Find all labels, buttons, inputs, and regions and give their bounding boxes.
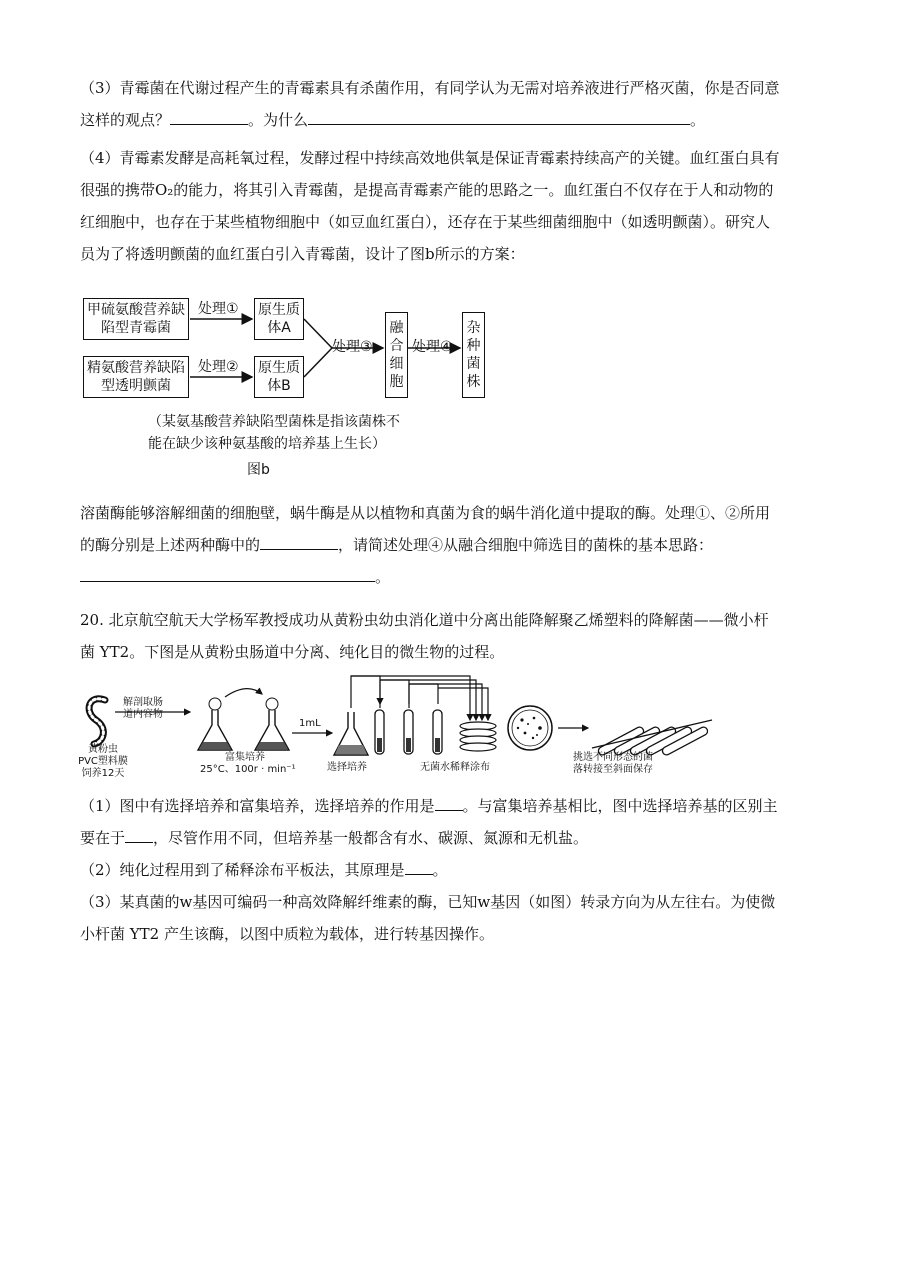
- hybrid-char-2: 种: [466, 338, 481, 354]
- q20-sub2-line: [80, 854, 820, 886]
- box-protoplast-b: 原生质体B: [254, 356, 304, 398]
- label-selection-culture: 选择培养: [327, 762, 367, 773]
- q20-answer-blank-3[interactable]: [405, 856, 433, 875]
- figure-b-note-line1: （某氨基酸营养缺陷型菌株是指该菌株不: [148, 414, 400, 430]
- hybrid-char-1: 杂: [466, 320, 481, 336]
- label-enrichment-line1: 富集培养: [225, 752, 265, 763]
- q20-sub1d: ，尽管作用不同，但培养基一般都含有水、碳源、氮源和无机盐。: [153, 829, 589, 847]
- petri-plates-stack-icon: [460, 722, 496, 751]
- enrichment-flask-1-icon: [198, 698, 232, 750]
- mealworm-icon: [89, 699, 105, 744]
- label-mealworm-line3: 饲养12天: [81, 768, 125, 779]
- q4-line1: （4）青霉素发酵是高耗氧过程，发酵过程中持续高效地供氧是保证青霉素持续高产的关键。血红蛋白具有: [80, 149, 780, 167]
- q20-line1: 20. 北京航空航天大学杨军教授成功从黄粉虫幼虫消化道中分离出能降解聚乙烯塑料的降解菌——微小杆: [80, 611, 769, 629]
- q4-after-line3-end: 。: [375, 568, 391, 586]
- box-protoplast-a: 原生质体A: [254, 298, 304, 340]
- label-process-4: 处理④: [412, 339, 453, 355]
- label-process-3: 处理③: [332, 339, 373, 355]
- colony-plate-icon: [508, 706, 552, 750]
- label-extract-gut-line2: 道内容物: [123, 709, 163, 720]
- q20-sub1-line1: [80, 790, 820, 822]
- q20-sub2a: （2）纯化过程用到了稀释涂布平板法，其原理是: [80, 861, 405, 879]
- q4-line3: 红细胞中，也存在于某些植物细胞中（如豆血红蛋白），还存在于某些细菌细胞中（如透明颤菌）。研究人: [80, 213, 771, 231]
- label-dilution-plating: 无菌水稀释涂布: [420, 762, 490, 773]
- box-methionine-penicillium: 甲硫氨酸营养缺陷型青霉菌: [83, 298, 189, 340]
- fused-char-1: 融: [389, 320, 404, 336]
- label-1ml: 1mL: [299, 718, 321, 729]
- label-mealworm-line1: 黄粉虫: [88, 744, 118, 755]
- q3-line2b: 。为什么: [248, 111, 309, 129]
- hybrid-char-4: 株: [466, 374, 481, 390]
- slant-tubes-icon: [592, 720, 712, 756]
- q3-line2a: 这样的观点？: [80, 111, 171, 129]
- q4-line4: 员为了将透明颤菌的血红蛋白引入青霉菌，设计了图b所示的方案：: [80, 245, 525, 263]
- label-pick-colonies-line2: 落转接至斜面保存: [573, 764, 653, 775]
- q20-answer-blank-1[interactable]: [435, 792, 463, 811]
- q20-sub1b: 。与富集培养基相比，图中选择培养基的区别主: [462, 797, 778, 815]
- figure-b-caption: 图b: [247, 462, 270, 478]
- q4-after-line2a: 的酶分别是上述两种酶中的: [80, 536, 261, 554]
- label-mealworm: [78, 744, 128, 780]
- q20-sub1a: （1）图中有选择培养和富集培养，选择培养的作用是: [80, 797, 435, 815]
- selection-flask-icon: [334, 712, 368, 755]
- q20-sub2b: 。: [432, 861, 448, 879]
- label-pick-colonies: [573, 752, 653, 776]
- q3-line1: （3）青霉菌在代谢过程产生的青霉素具有杀菌作用，有同学认为无需对培养液进行严格灭菌，你是否同意: [80, 79, 780, 97]
- q20-sub1c: 要在于: [80, 829, 126, 847]
- fused-char-4: 胞: [389, 374, 404, 390]
- hybrid-char-3: 菌: [466, 356, 481, 372]
- label-extract-gut-line1: 解剖取肠: [123, 697, 163, 708]
- q20-sub1-line2: [80, 822, 820, 854]
- q3-line2c: 。: [690, 111, 706, 129]
- label-process-2: 处理②: [198, 359, 239, 375]
- fused-char-3: 细: [389, 356, 404, 372]
- q4-after-line1: 溶菌酶能够溶解细菌的细胞壁，蜗牛酶是从以植物和真菌为食的蜗牛消化道中提取的酶。处理①、②所用: [80, 504, 771, 522]
- q4-line2: 很强的携带O₂的能力，将其引入青霉菌，是提高青霉素产能的思路之一。血红蛋白不仅存在于人和动物的: [80, 181, 774, 199]
- box-arginine-vitreoscilla: 精氨酸营养缺陷型透明颤菌: [83, 356, 189, 398]
- q20-sub3-line1: （3）某真菌的w基因可编码一种高效降解纤维素的酶，已知w基因（如图）转录方向为从左往右。为使微: [80, 893, 776, 911]
- fused-char-2: 合: [389, 338, 404, 354]
- q20-sub3-line2: 小杆菌 YT2 产生该酶，以图中质粒为载体，进行转基因操作。: [80, 925, 494, 943]
- q20-answer-blank-2[interactable]: [125, 824, 153, 843]
- q20-subquestions: [80, 790, 820, 950]
- test-tubes-icon: [375, 710, 442, 754]
- q20-line2: 菌 YT2。下图是从黄粉虫肠道中分离、纯化目的微生物的过程。: [80, 643, 505, 661]
- enrichment-flask-2-icon: [255, 698, 289, 750]
- label-enrichment: [200, 752, 296, 776]
- figure-b-note-line2: 能在缺少该种氨基酸的培养基上生长）: [148, 436, 386, 452]
- label-mealworm-line2: PVC塑料膜: [78, 756, 128, 767]
- label-extract-gut: [123, 697, 163, 721]
- label-enrichment-line2: 25°C、100r · min⁻¹: [200, 764, 296, 775]
- label-pick-colonies-line1: 挑选不同形态的菌: [573, 752, 653, 763]
- label-process-1: 处理①: [198, 301, 239, 317]
- q4-after-line2b: ，请简述处理④从融合细胞中筛选目的菌株的基本思路：: [338, 536, 714, 554]
